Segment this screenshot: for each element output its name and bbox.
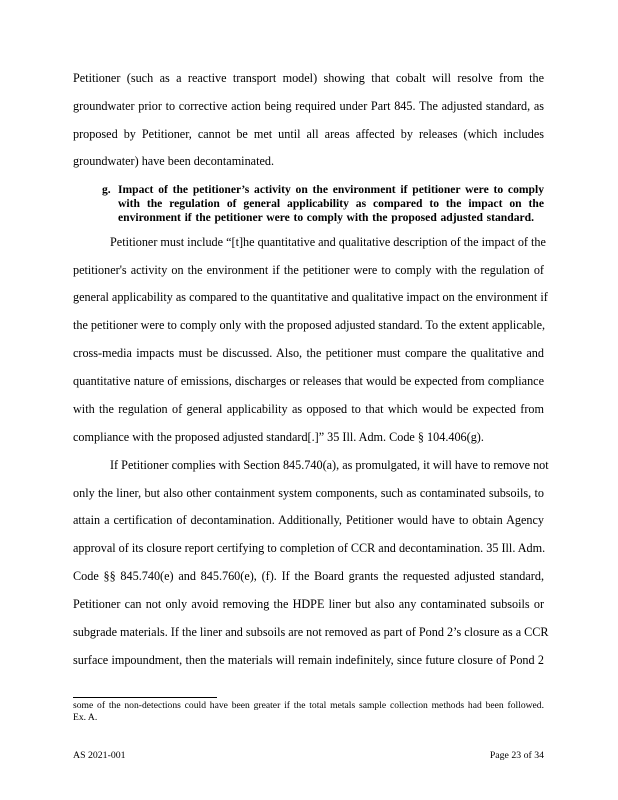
body-line: Code §§ 845.740(e) and 845.760(e), (f). If the Board grants the requested adjusted standard,: [73, 569, 544, 583]
footer-docket-number: AS 2021-001: [73, 750, 126, 761]
body-line: with the regulation of general applicability as opposed to that which would be expected from: [73, 402, 544, 416]
footnote-line: some of the non-detections could have been greater if the total metals sample collection methods had been followed.: [73, 700, 544, 711]
body-line: cross-media impacts must be discussed. Also, the petitioner must compare the qualitative and: [73, 346, 544, 360]
body-line: subgrade materials. If the liner and subsoils are not removed as part of Pond 2’s closure as a CCR: [73, 625, 549, 639]
section-heading-line: environment if the petitioner were to comply with the proposed adjusted standard.: [118, 211, 534, 224]
body-line: surface impoundment, then the materials will remain indefinitely, since future closure of Pond 2: [73, 653, 544, 667]
body-line: Petitioner can not only avoid removing the HDPE liner but also any contaminated subsoils or: [73, 597, 544, 611]
footnote-separator: [73, 697, 217, 698]
body-line: Petitioner (such as a reactive transport model) showing that cobalt will resolve from the: [73, 71, 544, 85]
body-line: only the liner, but also other containment system components, such as contaminated subsoils, to: [73, 486, 544, 500]
footnote-line: Ex. A.: [73, 712, 98, 723]
body-line: proposed by Petitioner, cannot be met until all areas affected by releases (which includes: [73, 127, 544, 141]
body-line: If Petitioner complies with Section 845.740(a), as promulgated, it will have to remove not: [110, 458, 549, 472]
body-line: petitioner's activity on the environment if the petitioner were to comply with the regulation of: [73, 263, 544, 277]
body-line: Petitioner must include “[t]he quantitative and qualitative description of the impact of the: [110, 235, 546, 249]
footer-page-number: Page 23 of 34: [489, 750, 544, 761]
body-line: general applicability as compared to the quantitative and qualitative impact on the environment if: [73, 290, 548, 304]
section-label: g.: [102, 183, 111, 196]
section-heading-line: Impact of the petitioner’s activity on the environment if petitioner were to comply: [118, 183, 544, 196]
body-line: compliance with the proposed adjusted standard[.]” 35 Ill. Adm. Code § 104.406(g).: [73, 430, 484, 444]
section-heading-line: with the regulation of general applicability as compared to the impact on the: [118, 197, 544, 210]
body-line: attain a certification of decontamination. Additionally, Petitioner would have to obtain Agency: [73, 513, 544, 527]
body-line: quantitative nature of emissions, discharges or releases that would be expected from compliance: [73, 374, 544, 388]
body-line: groundwater) have been decontaminated.: [73, 154, 275, 168]
body-line: approval of its closure report certifying to completion of CCR and decontamination. 35 Ill. Adm.: [73, 541, 546, 555]
body-line: the petitioner were to comply only with the proposed adjusted standard. To the extent applicable,: [73, 318, 546, 332]
body-line: groundwater prior to corrective action being required under Part 845. The adjusted standard, as: [73, 99, 544, 113]
